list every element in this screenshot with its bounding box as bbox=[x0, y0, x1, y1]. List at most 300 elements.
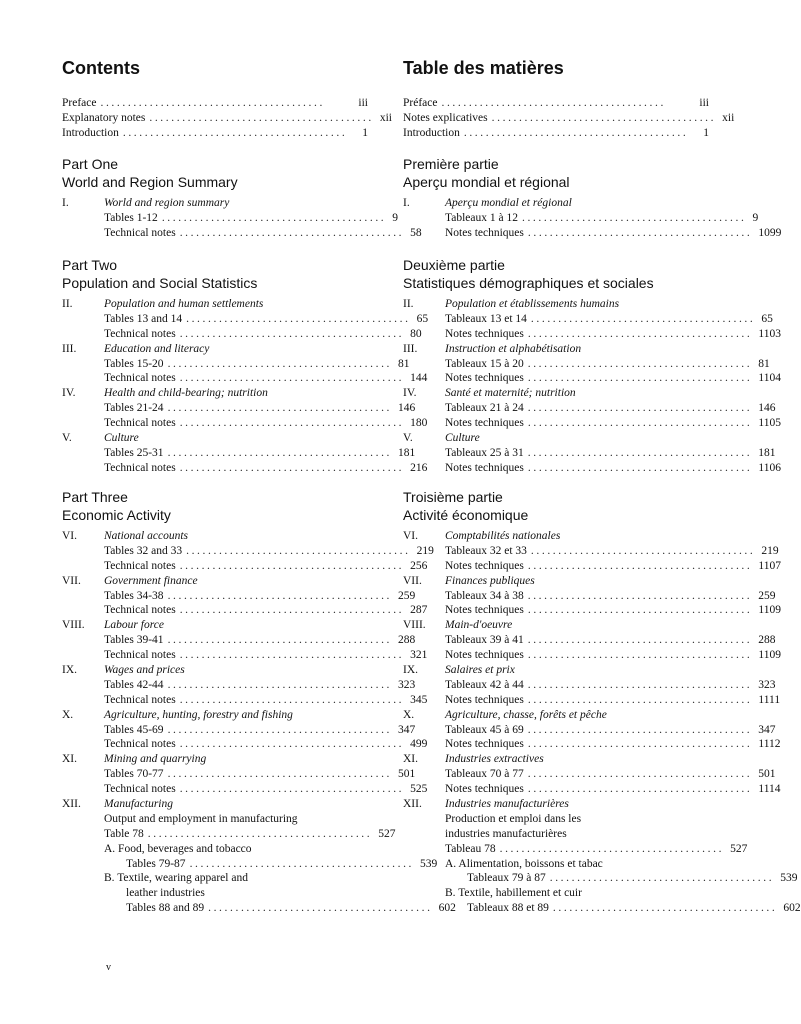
toc-list bbox=[403, 196, 782, 241]
entry-label: Notes techniques bbox=[445, 327, 524, 340]
toc-entry-row bbox=[403, 589, 776, 604]
toc-list bbox=[403, 297, 781, 476]
dot-leader: ......................................... bbox=[527, 783, 753, 796]
toc-entry-row bbox=[403, 357, 770, 372]
dot-leader: ......................................... bbox=[527, 417, 753, 430]
toc-chapter-row bbox=[403, 618, 709, 633]
dot-leader: ......................................... bbox=[527, 738, 753, 751]
page-number-ref: 527 bbox=[378, 827, 396, 840]
chapter-title: Agriculture, chasse, forêts et pêche bbox=[445, 708, 607, 721]
page-number-ref: 219 bbox=[416, 544, 434, 557]
page-number-ref: 216 bbox=[410, 461, 428, 474]
page-number-ref: 259 bbox=[758, 589, 776, 602]
part-label: Part One bbox=[62, 156, 119, 172]
dot-leader: ......................................... bbox=[161, 211, 387, 224]
entry-label: Notes techniques bbox=[445, 372, 524, 385]
dot-leader: ......................................... bbox=[167, 678, 393, 691]
chapter-number: X. bbox=[403, 708, 415, 721]
entry-label: industries manufacturières bbox=[445, 827, 567, 840]
chapter-title: Education and literacy bbox=[104, 342, 210, 355]
chapter-title: Health and child-bearing; nutrition bbox=[104, 387, 268, 400]
toc-entry-row bbox=[62, 648, 428, 663]
dot-leader: ......................................... bbox=[122, 126, 348, 139]
entry-label: Tables 25-31 bbox=[104, 446, 164, 459]
dot-leader: ......................................... bbox=[491, 111, 717, 124]
page-number-ref: 65 bbox=[761, 312, 773, 325]
page-number-ref: 602 bbox=[783, 902, 801, 915]
toc-chapter-row bbox=[62, 196, 368, 211]
chapter-number: III. bbox=[403, 342, 418, 355]
front-matter-en bbox=[62, 96, 392, 141]
toc-chapter-row bbox=[62, 663, 368, 678]
dot-leader: ......................................... bbox=[549, 872, 775, 885]
chapter-number: XI. bbox=[62, 753, 78, 766]
toc-chapter-row bbox=[403, 752, 709, 767]
dot-leader: ......................................... bbox=[527, 723, 753, 736]
toc-chapter-row bbox=[403, 297, 709, 312]
entry-label: Technical notes bbox=[104, 372, 176, 385]
toc-entry-row bbox=[403, 857, 709, 872]
page-number-ref: 525 bbox=[410, 783, 428, 796]
toc-entry-row bbox=[403, 871, 798, 886]
chapter-number: VIII. bbox=[62, 619, 85, 632]
entry-label: Output and employment in manufacturing bbox=[104, 812, 298, 825]
page-number-ref: 347 bbox=[758, 723, 776, 736]
entry-label: Tableaux 39 à 41 bbox=[445, 634, 524, 647]
part-title: World and Region Summary bbox=[62, 174, 238, 190]
toc-entry-row bbox=[403, 211, 759, 226]
entry-label: Notes explicatives bbox=[403, 111, 488, 124]
entry-label: Technical notes bbox=[104, 417, 176, 430]
toc-entry-row bbox=[62, 211, 399, 226]
toc-entry-row bbox=[403, 226, 782, 241]
page-number-ref: 181 bbox=[758, 446, 776, 459]
dot-leader: ......................................... bbox=[527, 226, 753, 239]
toc-entry-row bbox=[62, 226, 422, 241]
entry-label: Notes techniques bbox=[445, 417, 524, 430]
entry-label: Introduction bbox=[403, 126, 460, 139]
chapter-number: II. bbox=[403, 298, 414, 310]
toc-chapter-row bbox=[62, 431, 368, 446]
dot-leader: ......................................... bbox=[527, 678, 753, 691]
dot-leader: ......................................... bbox=[527, 461, 753, 474]
entry-label: Tables 88 and 89 bbox=[126, 902, 205, 915]
entry-label: Technical notes bbox=[104, 327, 176, 340]
page-number-ref: 1109 bbox=[758, 649, 781, 662]
page-number-ref: 527 bbox=[730, 842, 748, 855]
page-number-ref: iii bbox=[358, 97, 368, 109]
entry-label: Tables 79-87 bbox=[126, 857, 186, 870]
toc-entry-row bbox=[403, 544, 779, 559]
toc-entry-row bbox=[403, 648, 781, 663]
entry-label: Technical notes bbox=[104, 693, 176, 706]
entry-label: Technical notes bbox=[104, 649, 176, 662]
entry-label: Tableaux 13 et 14 bbox=[445, 312, 527, 325]
toc-entry-row bbox=[62, 126, 368, 141]
dot-leader: ......................................... bbox=[179, 461, 405, 474]
chapter-number: IV. bbox=[403, 387, 417, 400]
page-number-ref: xii bbox=[379, 111, 392, 124]
page-number-ref: 1106 bbox=[758, 461, 781, 474]
page-number-ref: 256 bbox=[410, 559, 428, 572]
chapter-number: II. bbox=[62, 298, 73, 310]
entry-label: Tables 21-24 bbox=[104, 402, 164, 415]
dot-leader: ......................................... bbox=[179, 417, 405, 430]
dot-leader: ......................................... bbox=[552, 902, 778, 915]
part-label: Troisième partie bbox=[403, 489, 503, 505]
entry-label: Technical notes bbox=[104, 559, 176, 572]
dot-leader: ......................................... bbox=[527, 589, 753, 602]
toc-entry-row bbox=[403, 901, 801, 916]
part-title: Economic Activity bbox=[62, 507, 171, 523]
toc-entry-row bbox=[403, 371, 781, 386]
toc-entry-row bbox=[62, 901, 456, 916]
dot-leader: ......................................... bbox=[499, 842, 725, 855]
toc-chapter-row bbox=[62, 342, 368, 357]
entry-label: Tables 13 and 14 bbox=[104, 312, 183, 325]
dot-leader: ......................................... bbox=[179, 649, 405, 662]
part-label: Part Three bbox=[62, 489, 128, 505]
page-number-ref: 1109 bbox=[758, 604, 781, 617]
entry-label: Tables 70-77 bbox=[104, 768, 164, 781]
dot-leader: ......................................... bbox=[527, 327, 753, 340]
dot-leader: ......................................... bbox=[147, 827, 373, 840]
entry-label: Tableaux 15 à 20 bbox=[445, 357, 524, 370]
toc-entry-row bbox=[403, 723, 776, 738]
chapter-title: National accounts bbox=[104, 530, 189, 542]
toc-entry-row bbox=[403, 401, 776, 416]
toc-entry-row bbox=[62, 886, 368, 901]
toc-entry-row bbox=[403, 842, 748, 857]
toc-chapter-row bbox=[62, 574, 368, 589]
part-label: Part Two bbox=[62, 257, 117, 273]
toc-chapter-row bbox=[62, 797, 368, 812]
entry-label: Tableaux 42 à 44 bbox=[445, 678, 524, 691]
entry-label: Technical notes bbox=[104, 738, 176, 751]
chapter-number: III. bbox=[62, 342, 77, 355]
page-number-ref: 321 bbox=[410, 649, 428, 662]
toc-entry-row bbox=[62, 446, 416, 461]
chapter-title: Main-d'oeuvre bbox=[445, 619, 513, 632]
toc-chapter-row bbox=[403, 529, 709, 544]
chapter-title: Comptabilités nationales bbox=[445, 530, 561, 542]
page-number-ref: 144 bbox=[410, 372, 428, 385]
toc-entry-row bbox=[62, 678, 416, 693]
toc-entry-row bbox=[62, 842, 368, 857]
entry-label: Technical notes bbox=[104, 783, 176, 796]
toc-list bbox=[62, 96, 392, 141]
toc-chapter-row bbox=[62, 529, 368, 544]
entry-label: Introduction bbox=[62, 126, 119, 139]
entry-label: Tables 1-12 bbox=[104, 211, 158, 224]
page-number-ref: 345 bbox=[410, 693, 428, 706]
toc-entry-row bbox=[62, 782, 428, 797]
toc-entry-row bbox=[403, 126, 709, 141]
dot-leader: ......................................... bbox=[167, 446, 393, 459]
chapter-number: XII. bbox=[62, 798, 81, 811]
page-number-ref: 499 bbox=[410, 738, 428, 751]
part-title: Aperçu mondial et régional bbox=[403, 174, 570, 190]
dot-leader: ......................................... bbox=[530, 544, 756, 557]
entry-label: Tableaux 32 et 33 bbox=[445, 544, 527, 557]
chapter-title: Wages and prices bbox=[104, 664, 185, 677]
dot-leader: ......................................... bbox=[167, 402, 393, 415]
dot-leader: ......................................... bbox=[186, 544, 411, 557]
entry-label: Tables 32 and 33 bbox=[104, 544, 183, 557]
entry-label: Notes techniques bbox=[445, 559, 524, 572]
chapter-number: V. bbox=[403, 432, 413, 445]
chapter-number: X. bbox=[62, 708, 74, 721]
dot-leader: ......................................... bbox=[179, 604, 405, 617]
toc-chapter-row bbox=[62, 708, 368, 723]
entry-label: Notes techniques bbox=[445, 693, 524, 706]
toc-entry-row bbox=[62, 401, 416, 416]
chapter-title: Aperçu mondial et régional bbox=[445, 197, 572, 209]
front-matter-fr bbox=[403, 96, 735, 141]
dot-leader: ......................................... bbox=[527, 372, 753, 385]
page-number-ref: 1 bbox=[703, 126, 709, 139]
toc-entry-row bbox=[403, 886, 709, 901]
dot-leader: ......................................... bbox=[179, 372, 405, 385]
toc-list bbox=[62, 196, 422, 241]
toc-entry-row bbox=[62, 723, 416, 738]
page-number-ref: 323 bbox=[758, 678, 776, 691]
entry-label: Notes techniques bbox=[445, 604, 524, 617]
page-number-ref: 9 bbox=[752, 211, 759, 224]
page-number-ref: 180 bbox=[410, 417, 428, 430]
entry-label: Notes techniques bbox=[445, 226, 524, 239]
entry-label: Tableaux 45 à 69 bbox=[445, 723, 524, 736]
toc-entry-row bbox=[62, 857, 438, 872]
toc-entry-row bbox=[403, 603, 781, 618]
chapter-number: V. bbox=[62, 432, 72, 445]
toc-entry-row bbox=[62, 416, 428, 431]
entry-label: Technical notes bbox=[104, 226, 176, 239]
toc-list bbox=[62, 297, 429, 476]
toc-chapter-row bbox=[403, 797, 709, 812]
dot-leader: ......................................... bbox=[441, 97, 666, 109]
dot-leader: ......................................... bbox=[179, 559, 405, 572]
dot-leader: ......................................... bbox=[527, 634, 753, 647]
page-number-ref: 81 bbox=[758, 357, 770, 370]
toc-chapter-row bbox=[403, 431, 709, 446]
dot-leader: ......................................... bbox=[167, 723, 393, 736]
chapter-number: I. bbox=[403, 197, 410, 209]
entry-label: Tables 15-20 bbox=[104, 357, 164, 370]
toc-entry-row bbox=[403, 767, 776, 782]
part-title: Activité économique bbox=[403, 507, 529, 523]
toc-entry-row bbox=[403, 693, 781, 708]
chapter-number: IV. bbox=[62, 387, 76, 400]
entry-label: Tableau 78 bbox=[445, 842, 496, 855]
dot-leader: ......................................... bbox=[149, 111, 374, 124]
toc-entry-row bbox=[403, 678, 776, 693]
part-title: Population and Social Statistics bbox=[62, 275, 258, 291]
toc-chapter-row bbox=[403, 663, 709, 678]
toc-chapter-row bbox=[62, 618, 368, 633]
chapter-title: Government finance bbox=[104, 574, 198, 587]
chapter-title: Population et établissements humains bbox=[445, 298, 620, 310]
chapter-number: VIII. bbox=[403, 619, 426, 632]
toc-list bbox=[403, 529, 801, 916]
page-number-ref: 323 bbox=[398, 678, 416, 691]
chapter-title: Mining and quarrying bbox=[104, 753, 207, 766]
toc-entry-row bbox=[403, 737, 781, 752]
chapter-title: Instruction et alphabétisation bbox=[445, 342, 582, 355]
entry-label: Tableaux 70 à 77 bbox=[445, 768, 524, 781]
dot-leader: ......................................... bbox=[179, 693, 405, 706]
toc-chapter-row bbox=[403, 342, 709, 357]
entry-label: Tableaux 21 à 24 bbox=[445, 402, 524, 415]
entry-label: Notes techniques bbox=[445, 738, 524, 751]
page-number-ref: 288 bbox=[398, 634, 416, 647]
chapter-number: VII. bbox=[403, 574, 422, 587]
page-number-ref: 65 bbox=[416, 312, 429, 325]
entry-label: leather industries bbox=[126, 887, 205, 900]
toc-entry-row bbox=[62, 96, 368, 111]
toc-entry-row bbox=[62, 371, 428, 386]
toc-entry-row bbox=[62, 327, 422, 342]
entry-label: A. Alimentation, boissons et tabac bbox=[445, 857, 603, 870]
dot-leader: ......................................... bbox=[186, 312, 411, 325]
toc-entry-row bbox=[403, 416, 781, 431]
page-number-ref: xii bbox=[722, 111, 735, 124]
dot-leader: ......................................... bbox=[167, 634, 393, 647]
chapter-number: VI. bbox=[403, 530, 419, 542]
toc-entry-row bbox=[62, 737, 428, 752]
entry-label: Explanatory notes bbox=[62, 111, 146, 124]
page-number-ref: 9 bbox=[392, 211, 399, 224]
toc-chapter-row bbox=[62, 752, 368, 767]
part-two-fr bbox=[403, 256, 781, 476]
page-number-ref: 602 bbox=[438, 902, 456, 915]
entry-label: Table 78 bbox=[104, 827, 144, 840]
part-three-fr bbox=[403, 488, 801, 916]
entry-label: Notes techniques bbox=[445, 783, 524, 796]
part-label: Deuxième partie bbox=[403, 257, 505, 273]
toc-chapter-row bbox=[403, 386, 709, 401]
part-label: Première partie bbox=[403, 156, 499, 172]
chapter-number: I. bbox=[62, 197, 69, 209]
toc-entry-row bbox=[62, 559, 428, 574]
toc-chapter-row bbox=[62, 297, 368, 312]
page-number-ref: 287 bbox=[410, 604, 428, 617]
toc-entry-row bbox=[62, 812, 368, 827]
toc-entry-row bbox=[62, 603, 428, 618]
dot-leader: ......................................... bbox=[179, 783, 405, 796]
page-number-ref: 1112 bbox=[758, 738, 781, 751]
chapter-title: Culture bbox=[104, 432, 139, 445]
toc-entry-row bbox=[62, 357, 410, 372]
dot-leader: ......................................... bbox=[167, 589, 393, 602]
chapter-title: Manufacturing bbox=[104, 798, 173, 811]
toc-entry-row bbox=[403, 782, 781, 797]
chapter-title: Finances publiques bbox=[445, 574, 535, 587]
page-number-ref: 1103 bbox=[758, 327, 781, 340]
toc-entry-row bbox=[403, 312, 773, 327]
toc-entry-row bbox=[62, 589, 416, 604]
chapter-number: IX. bbox=[62, 664, 78, 677]
entry-label: Tableaux 1 à 12 bbox=[445, 211, 518, 224]
dot-leader: ......................................... bbox=[527, 446, 753, 459]
entry-label: Tables 42-44 bbox=[104, 678, 164, 691]
dot-leader: ......................................... bbox=[100, 97, 325, 109]
entry-label: Tableaux 79 à 87 bbox=[467, 872, 546, 885]
chapter-number: IX. bbox=[403, 664, 419, 677]
dot-leader: ......................................... bbox=[208, 902, 433, 915]
dot-leader: ......................................... bbox=[527, 693, 753, 706]
page-number-ref: iii bbox=[699, 97, 709, 109]
page-number-ref: 501 bbox=[398, 768, 416, 781]
dot-leader: ......................................... bbox=[527, 402, 753, 415]
part-one-fr bbox=[403, 155, 782, 241]
chapter-title: Agriculture, hunting, forestry and fishing bbox=[104, 708, 293, 721]
page-number-ref: 1104 bbox=[758, 372, 781, 385]
part-two-en bbox=[62, 256, 429, 476]
toc-list bbox=[62, 529, 456, 916]
page-number-ref: 81 bbox=[398, 357, 410, 370]
chapter-title: Santé et maternité; nutrition bbox=[445, 387, 576, 400]
toc-entry-row bbox=[62, 767, 416, 782]
dot-leader: ......................................... bbox=[527, 604, 753, 617]
contents-heading-fr: Table des matières bbox=[403, 58, 564, 78]
toc-chapter-row bbox=[403, 574, 709, 589]
chapter-number: VI. bbox=[62, 530, 78, 542]
dot-leader: ......................................... bbox=[527, 357, 753, 370]
toc-entry-row bbox=[62, 312, 429, 327]
part-one-en bbox=[62, 155, 422, 241]
page-number-ref: 288 bbox=[758, 634, 776, 647]
page-number-ref: 1105 bbox=[758, 417, 781, 430]
page-number-ref: 181 bbox=[398, 446, 416, 459]
page-number-ref: 539 bbox=[420, 857, 438, 870]
entry-label: Tables 34-38 bbox=[104, 589, 164, 602]
toc-entry-row bbox=[403, 559, 781, 574]
entry-label: Tableaux 25 à 31 bbox=[445, 446, 524, 459]
toc-chapter-row bbox=[62, 386, 368, 401]
entry-label: Tables 45-69 bbox=[104, 723, 164, 736]
page-number-ref: 1114 bbox=[758, 783, 781, 796]
dot-leader: ......................................... bbox=[521, 211, 747, 224]
toc-entry-row bbox=[403, 111, 735, 126]
toc-entry-row bbox=[62, 544, 434, 559]
page-number-ref: 219 bbox=[761, 544, 779, 557]
entry-label: B. Textile, habillement et cuir bbox=[445, 887, 582, 900]
entry-label: Tableaux 88 et 89 bbox=[467, 902, 549, 915]
toc-entry-row bbox=[62, 827, 396, 842]
chapter-title: Culture bbox=[445, 432, 480, 445]
entry-label: Production et emploi dans les bbox=[445, 812, 582, 825]
chapter-title: Industries extractives bbox=[445, 753, 544, 766]
page-number-ref: 259 bbox=[398, 589, 416, 602]
dot-leader: ......................................... bbox=[179, 327, 405, 340]
chapter-title: Labour force bbox=[104, 619, 164, 632]
toc-list bbox=[403, 96, 735, 141]
toc-entry-row bbox=[62, 693, 428, 708]
entry-label: Notes techniques bbox=[445, 461, 524, 474]
page-number-ref: 1099 bbox=[758, 226, 782, 239]
chapter-number: XII. bbox=[403, 798, 422, 811]
page-number-ref: 58 bbox=[410, 226, 422, 239]
entry-label: Tableaux 34 à 38 bbox=[445, 589, 524, 602]
toc-entry-row bbox=[403, 461, 781, 476]
dot-leader: ......................................... bbox=[530, 312, 756, 325]
dot-leader: ......................................... bbox=[527, 649, 753, 662]
dot-leader: ......................................... bbox=[179, 738, 405, 751]
part-title: Statistiques démographiques et sociales bbox=[403, 275, 654, 291]
toc-chapter-row bbox=[403, 708, 709, 723]
entry-label: Notes techniques bbox=[445, 649, 524, 662]
